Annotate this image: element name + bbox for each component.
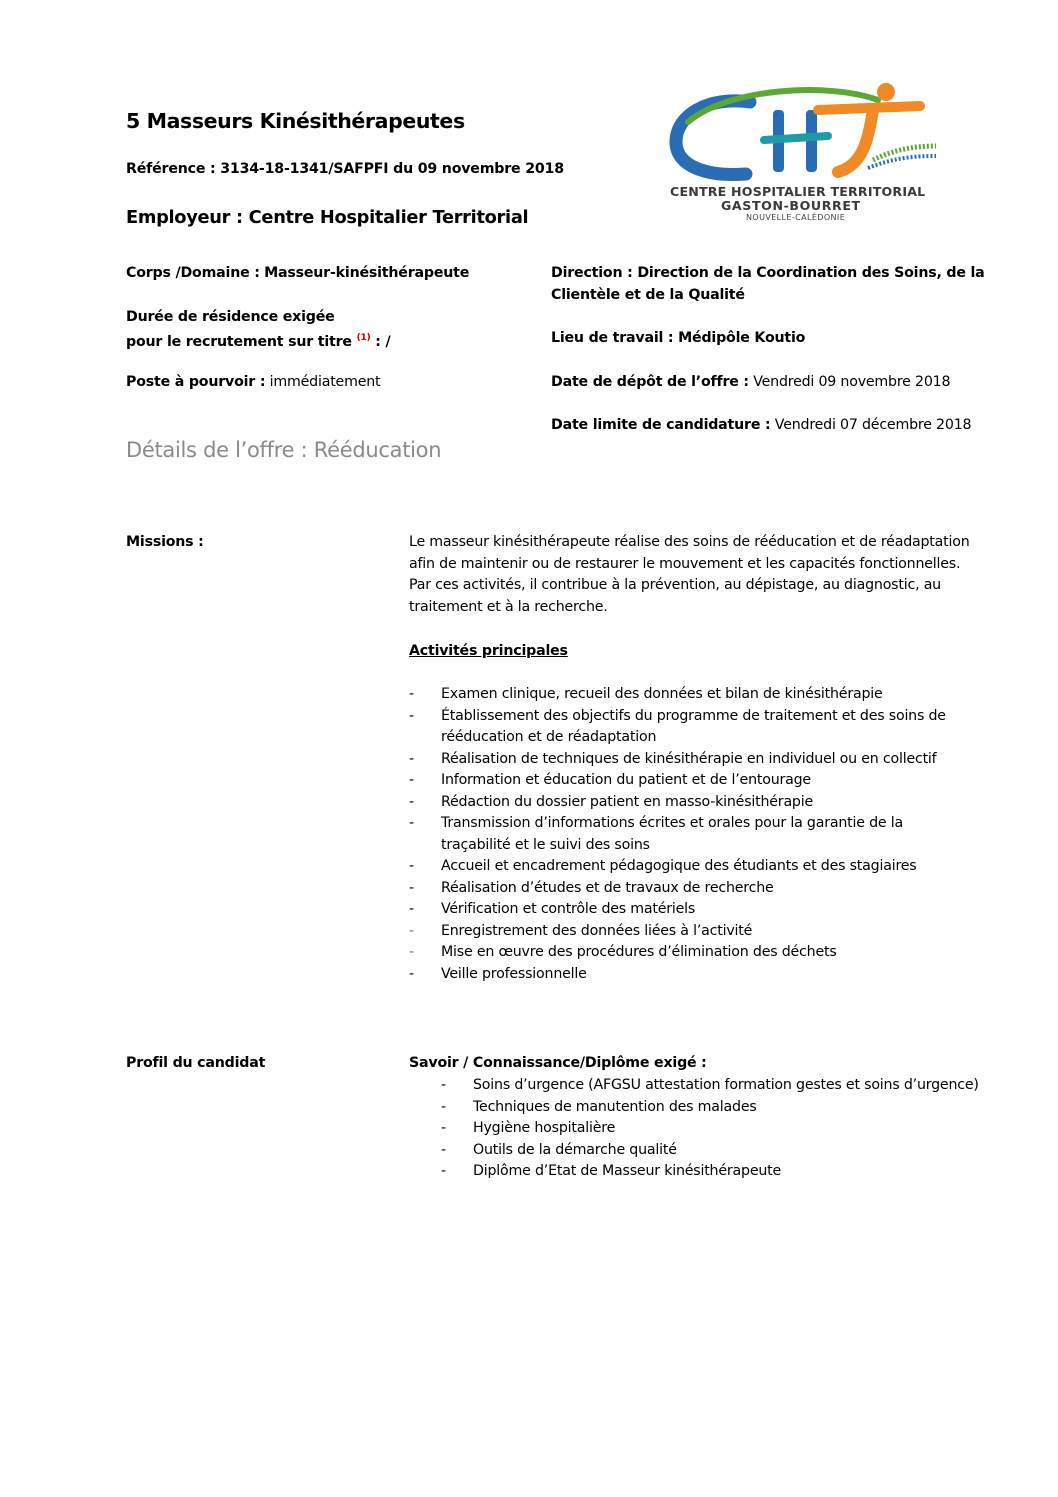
dash-bullet: - [441, 1120, 446, 1136]
list-item: - Diplôme d’Etat de Masseur kinésithérapeute [441, 1161, 1041, 1183]
savoir-heading: Savoir / Connaissance/Diplôme exigé : [409, 1055, 707, 1071]
direction-line2: Clientèle et de la Qualité [551, 287, 745, 303]
activities-list [409, 684, 1009, 985]
list-item: - Transmission d’informations écrites et orales pour la garantie de la traçabilité et le suivi des soins [409, 815, 903, 853]
reference: Référence : 3134-18-1341/SAFPFI du 09 novembre 2018 [126, 161, 564, 177]
list-item: - Réalisation d’études et de travaux de recherche [409, 878, 1009, 900]
depot-value: Vendredi 09 novembre 2018 [753, 374, 951, 390]
dash-bullet: - [441, 1098, 446, 1115]
depot-label: Date de dépôt de l’offre : [551, 374, 749, 390]
dash-bullet: - [409, 944, 414, 960]
list-item: - Rédaction du dossier patient en masso-kinésithérapie [409, 792, 1009, 814]
profil-list [441, 1075, 1041, 1183]
employer-heading: Employeur : Centre Hospitalier Territorial [126, 207, 529, 228]
direction-line1: Direction : Direction de la Coordination des Soins, de la [551, 265, 985, 281]
dash-bullet: - [409, 686, 414, 702]
dash-bullet: - [409, 965, 414, 982]
logo-line3: NOUVELLE-CALÉDONIE [746, 213, 846, 222]
list-item: - Soins d’urgence (AFGSU attestation formation gestes et soins d’urgence) [441, 1075, 1041, 1097]
missions-line: afin de maintenir ou de restaurer le mouvement et les capacités fonctionnelles. [409, 555, 961, 572]
lieu-travail: Lieu de travail : Médipôle Koutio [551, 330, 806, 346]
list-item: - Hygiène hospitalière [441, 1118, 1041, 1140]
depot-row [551, 372, 950, 394]
corps-row [126, 263, 469, 285]
details-heading: Détails de l’offre : Rééducation [126, 438, 442, 462]
list-item: - Enregistrement des données liées à l’activité [409, 921, 1009, 943]
cht-logo [668, 80, 943, 225]
missions-text [409, 532, 1009, 618]
limite-value: Vendredi 07 décembre 2018 [774, 417, 972, 433]
logo-line1: CENTRE HOSPITALIER TERRITORIAL [670, 184, 926, 199]
logo-graphic-icon [668, 80, 943, 190]
duree-line1: Durée de résidence exigée [126, 309, 335, 325]
corps-value: Masseur-kinésithérapeute [264, 265, 470, 281]
limite-label: Date limite de candidature : [551, 417, 771, 433]
dash-bullet: - [409, 750, 414, 767]
list-item: - Vérification et contrôle des matériels [409, 899, 1009, 921]
dash-bullet: - [409, 922, 414, 939]
list-item: - Réalisation de techniques de kinésithérapie en individuel ou en collectif [409, 749, 1009, 771]
list-item: - Information et éducation du patient et de l’entourage [409, 770, 1009, 792]
corps-label: Corps /Domaine : [126, 265, 260, 281]
dash-bullet: - [441, 1163, 446, 1179]
list-item: - Examen clinique, recueil des données et bilan de kinésithérapie [409, 684, 1009, 706]
duree-line2 [126, 328, 390, 354]
logo-line2: GASTON-BOURRET [721, 198, 861, 213]
dash-bullet: - [409, 879, 414, 896]
list-item: - Mise en œuvre des procédures d’élimination des déchets [409, 942, 1009, 964]
duree-note: (1) [356, 333, 371, 343]
list-item: - Accueil et encadrement pédagogique des étudiants et des stagiaires [409, 856, 1009, 878]
dash-bullet: - [409, 858, 414, 874]
duree-value: : / [375, 334, 391, 350]
activities-heading: Activités principales [409, 643, 568, 659]
dash-bullet: - [441, 1141, 446, 1158]
missions-line: Par ces activités, il contribue à la prévention, au dépistage, au diagnostic, au [409, 577, 941, 593]
dash-bullet: - [409, 793, 414, 810]
dash-bullet: - [409, 707, 414, 724]
missions-line: Le masseur kinésithérapeute réalise des soins de rééducation et de réadaptation [409, 534, 970, 550]
poste-row [126, 372, 380, 394]
poste-label: Poste à pourvoir : [126, 374, 266, 390]
list-item: - Établissement des objectifs du programme de traitement et des soins de rééducation et de réadaptation [409, 707, 946, 745]
dash-bullet: - [409, 815, 414, 831]
poste-value: immédiatement [269, 374, 381, 390]
list-item: - Techniques de manutention des malades [441, 1097, 1041, 1119]
dash-bullet: - [409, 901, 414, 917]
missions-label: Missions : [126, 534, 204, 550]
profil-label: Profil du candidat [126, 1055, 266, 1071]
page-title: 5 Masseurs Kinésithérapeutes [126, 109, 465, 133]
duree-text: pour le recrutement sur titre [126, 334, 352, 350]
list-item: - Veille professionnelle [409, 964, 1009, 986]
dash-bullet: - [441, 1077, 446, 1093]
missions-line: traitement et à la recherche. [409, 598, 608, 615]
dash-bullet: - [409, 772, 414, 788]
limite-row [551, 415, 971, 437]
list-item: - Outils de la démarche qualité [441, 1140, 1041, 1162]
